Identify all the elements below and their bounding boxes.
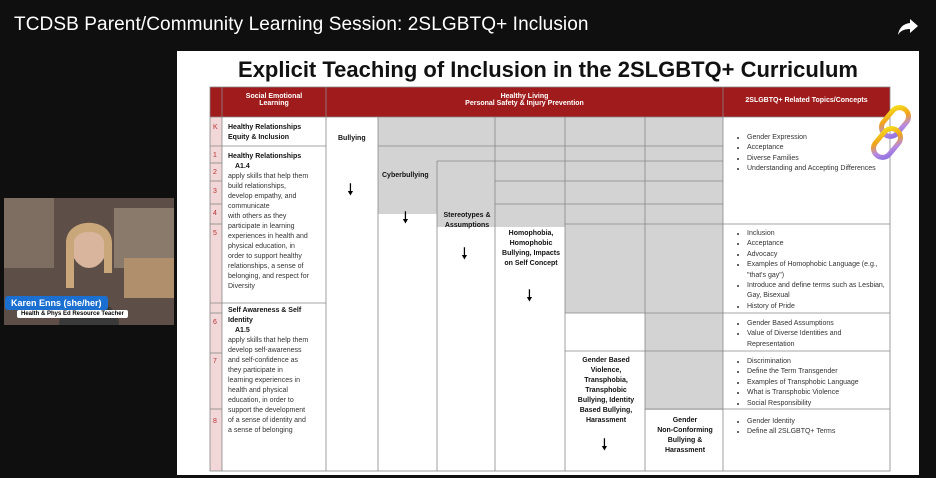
row-label-8: 8 [213,418,217,425]
row-label-1: 1 [213,152,217,159]
arrow-down-icon: 🠗 [461,246,468,263]
topic-gnc-line: Harassment [664,447,706,454]
sel-sa-text-line: and self-confidence as [228,357,299,364]
topic-gnc-line: Gender [672,417,698,424]
sel-hr-text-line: apply skills that help them [228,173,309,180]
concepts-k4 [737,133,887,175]
concept-item: • Diverse Families [747,154,887,164]
sel-hr-text-line: develop empathy, and [228,193,297,200]
header-healthy-living [326,93,723,107]
header-sel-line2: Learning [259,100,289,107]
sel-hr-title: Healthy Relationships [228,153,302,160]
share-icon[interactable] [896,14,920,38]
concept-item: • Define all 2SLGBTQ+ Terms [747,427,887,437]
sel-k-line2: Equity & Inclusion [228,134,290,141]
sel-hr-text-line: with others as they [228,213,287,220]
concept-item: • Acceptance [747,143,887,153]
topic-gbv-line: Based Bullying, [579,407,633,414]
sel-hr-code: A1.4 [235,163,250,170]
presenter-role: Health & Phys Ed Resource Teacher [17,310,128,318]
concepts-row5 [737,229,887,312]
row-label-3: 3 [213,188,217,195]
header-sel-line1: Social Emotional [245,93,303,100]
sel-sa-text-line: health and physical [228,387,288,394]
concept-item: • History of Pride [747,302,887,312]
sel-sa-line2: Identity [228,317,253,324]
sel-k-title [228,123,301,143]
sel-sa-line1: Self Awareness & Self [228,307,302,314]
concept-item: • Understanding and Accepting Differences [747,164,887,174]
sel-hr-text-line: build relationships, [228,183,286,190]
topic-gbv-line: Transphobic [585,387,627,394]
arrow-down-icon: 🠗 [402,210,409,227]
concept-item: • Inclusion [747,229,887,239]
concept-item: • Examples of Homophobic Language (e.g., "that's gay") [747,260,887,281]
concept-item: • Define the Term Transgender [747,367,887,377]
topic-homophobia-line: on Self Concept [504,260,558,267]
sel-hr-text-line: relationships, a sense of [228,263,304,270]
sel-hr-text-line: belonging, and respect for [228,273,309,280]
sel-hr-text-line: participate in learning [228,223,295,230]
row-label-5: 5 [213,230,217,237]
sel-hr-text-line: experiences in health and [228,233,308,240]
concept-item: • Introduce and define terms such as Lesbian, Gay, Bisexual [747,281,887,302]
sel-hr-text-line: physical education, in [228,243,295,250]
sel-hr-text-line: communicate [228,203,270,210]
topic-gender-based-violence [567,356,645,426]
concept-item: • Discrimination [747,357,887,367]
topic-gbv-line: Violence, [590,367,622,374]
sel-sa-text-line: develop self-awareness [228,347,302,354]
topic-homophobia [497,229,565,269]
topic-homophobia-line: Bullying, Impacts [502,250,560,257]
concept-item: • Examples of Transphobic Language [747,378,887,388]
sel-sa-text-line: learning experiences in [228,377,300,384]
video-title: TCDSB Parent/Community Learning Session: 2SLGBTQ+ Inclusion [14,14,589,35]
concepts-row6 [737,319,887,350]
arrow-down-icon: 🠗 [526,288,533,305]
topic-stereotypes [439,211,495,231]
sel-hr-text [228,172,326,292]
sel-sa-text-line: education, in order to [228,397,294,404]
sel-sa-text-line: of a sense of identity and [228,417,306,424]
row-label-6: 6 [213,319,217,326]
concept-item: • Advocacy [747,250,887,260]
topic-homophobia-line: Homophobia, [508,230,554,237]
presentation-slide [177,51,919,475]
topic-cyberbullying: Cyberbullying [382,172,429,179]
header-hl-line1: Healthy Living [500,93,549,100]
sel-sa-title [228,306,301,326]
topic-gbv-line: Transphobia, [584,377,628,384]
arrow-down-icon: 🠗 [601,437,608,454]
sel-sa-text [228,336,326,436]
topic-gbv-line: Bullying, Identity [577,397,635,404]
header-hl-line2: Personal Safety & Injury Prevention [465,100,584,107]
sel-sa-text-line: apply skills that help them [228,337,309,344]
concept-item: • Gender Expression [747,133,887,143]
topic-stereotypes-line: Stereotypes & [443,212,491,219]
concept-item: • Value of Diverse Identities and Representation [747,329,887,350]
topic-gbv-line: Gender Based [582,357,630,364]
topic-homophobia-line: Homophobic [509,240,553,247]
sel-hr-text-line: order to support healthy [228,253,302,260]
row-label-2: 2 [213,169,217,176]
sel-sa-text-line: they participate in [228,367,283,374]
topic-gnc-line: Non-Conforming [657,427,713,434]
slide-title: Explicit Teaching of Inclusion in the 2SLGBTQ+ Curriculum [238,57,858,82]
sel-k-line1: Healthy Relationships [228,124,302,131]
concept-item: • Social Responsibility [747,399,887,409]
chain-link-icon [866,103,918,163]
sel-sa-text-line: support the development [228,407,306,414]
header-sel [222,93,326,107]
row-label-k: K [213,124,218,131]
arrow-down-icon: 🠗 [347,182,354,199]
concept-item: • Gender Identity [747,417,887,427]
topic-gender-non-conforming [647,416,723,456]
header-concepts: 2SLGBTQ+ Related Topics/Concepts [745,97,868,104]
concepts-row7 [737,357,887,409]
concepts-row8 [737,417,887,438]
concept-item: • Gender Based Assumptions [747,319,887,329]
topic-gnc-line: Bullying & [667,437,703,444]
sel-sa-text-line: a sense of belonging [228,427,293,434]
concept-item: • What is Transphobic Violence [747,388,887,398]
topic-bullying: Bullying [338,135,366,142]
presenter-name: Karen Enns (she/her) [5,296,108,310]
row-label-7: 7 [213,358,217,365]
sel-hr-text-line: Diversity [228,283,255,290]
topic-stereotypes-line: Assumptions [444,222,490,229]
sel-sa-code: A1.5 [235,327,250,334]
concept-item: • Acceptance [747,239,887,249]
topic-gbv-line: Harassment [585,417,627,424]
row-label-4: 4 [213,210,217,217]
